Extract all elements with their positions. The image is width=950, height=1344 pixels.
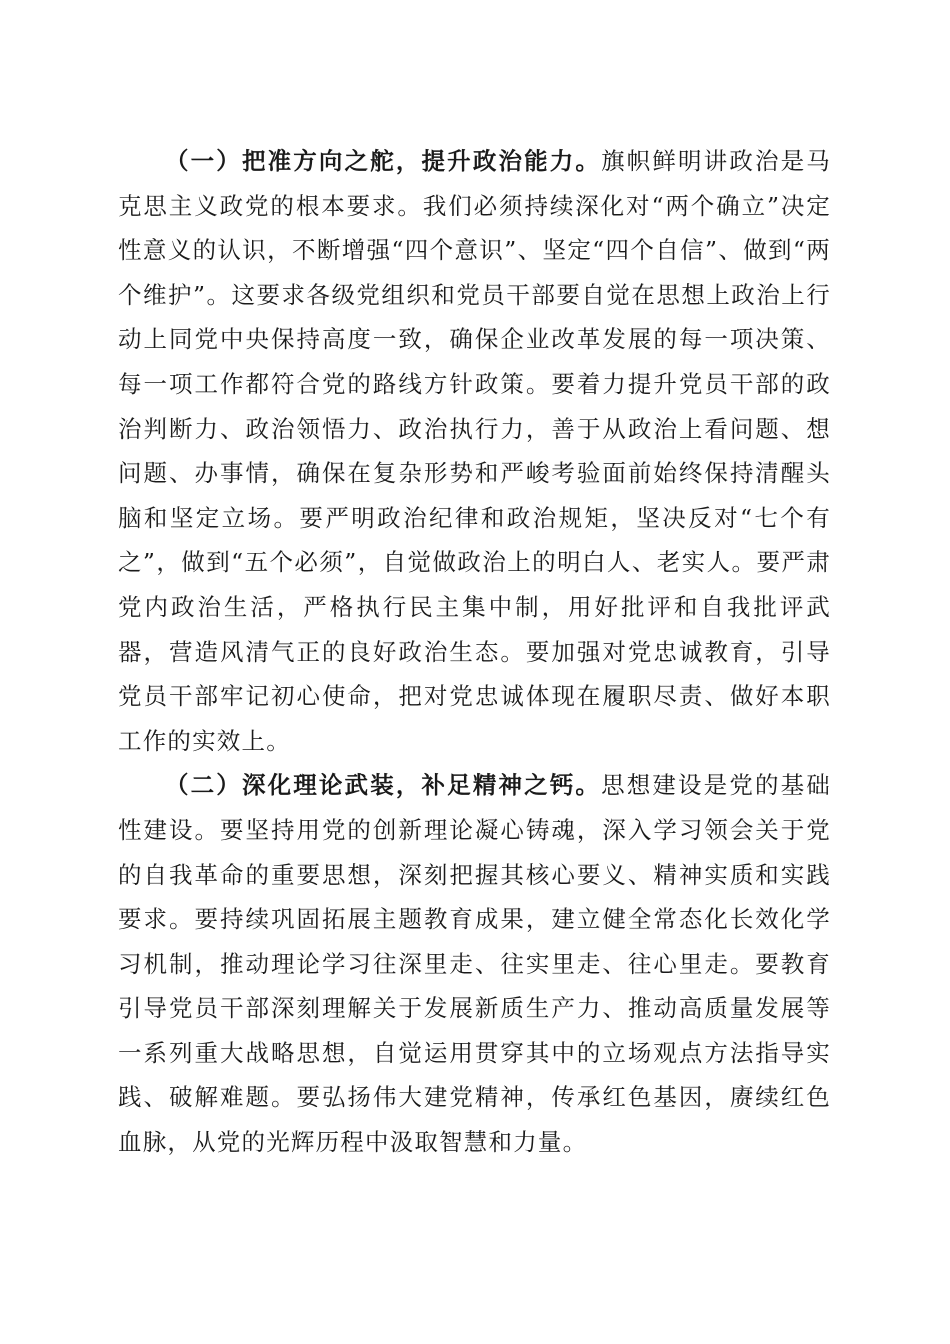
paragraph-1-text: 旗帜鲜明讲政治是马克思主义政党的根本要求。我们必须持续深化对“两个确立”决定性意义的认识，不断增强“四个意识”、坚定“四个自信”、做到“两个维护”。这要求各级党组织和党员干部要自觉在思想上政治上行动上同党中央保持高度一致，确保企业改革发展的每一项决策、每一项工作都符合党的路线方针政策。要着力提升党员干部的政治判断力、政治领悟力、政治执行力，善于从政治上看问题、想问题、办事情，确保在复杂形势和严峻考验面前始终保持清醒头脑和坚定立场。要严明政治纪律和政治规矩，坚决反对“七个有之”，做到“五个必须”，自觉做政治上的明白人、老实人。要严肃党内政治生活，严格执行民主集中制，用好批评和自我批评武器，营造风清气正的良好政治生态。要加强对党忠诚教育，引导党员干部牢记初心使命，把对党忠诚体现在履职尽责、做好本职工作的实效上。 (118, 147, 831, 755)
paragraph-1 (118, 139, 831, 763)
paragraph-2-text: 思想建设是党的基础性建设。要坚持用党的创新理论凝心铸魂，深入学习领会关于党的自我革命的重要思想，深刻把握其核心要义、精神实质和实践要求。要持续巩固拓展主题教育成果，建立健全常态化长效化学习机制，推动理论学习往深里走、往实里走、往心里走。要教育引导党员干部深刻理解关于发展新质生产力、推动高质量发展等一系列重大战略思想，自觉运用贯穿其中的立场观点方法指导实践、破解难题。要弘扬伟大建党精神，传承红色基因，赓续红色血脉，从党的光辉历程中汲取智慧和力量。 (118, 771, 831, 1157)
paragraph-2 (118, 763, 831, 1164)
section-heading-1: （一）把准方向之舵，提升政治能力。 (165, 147, 602, 175)
document-body (118, 139, 831, 1165)
section-heading-2: （二）深化理论武装，补足精神之钙。 (165, 771, 602, 800)
